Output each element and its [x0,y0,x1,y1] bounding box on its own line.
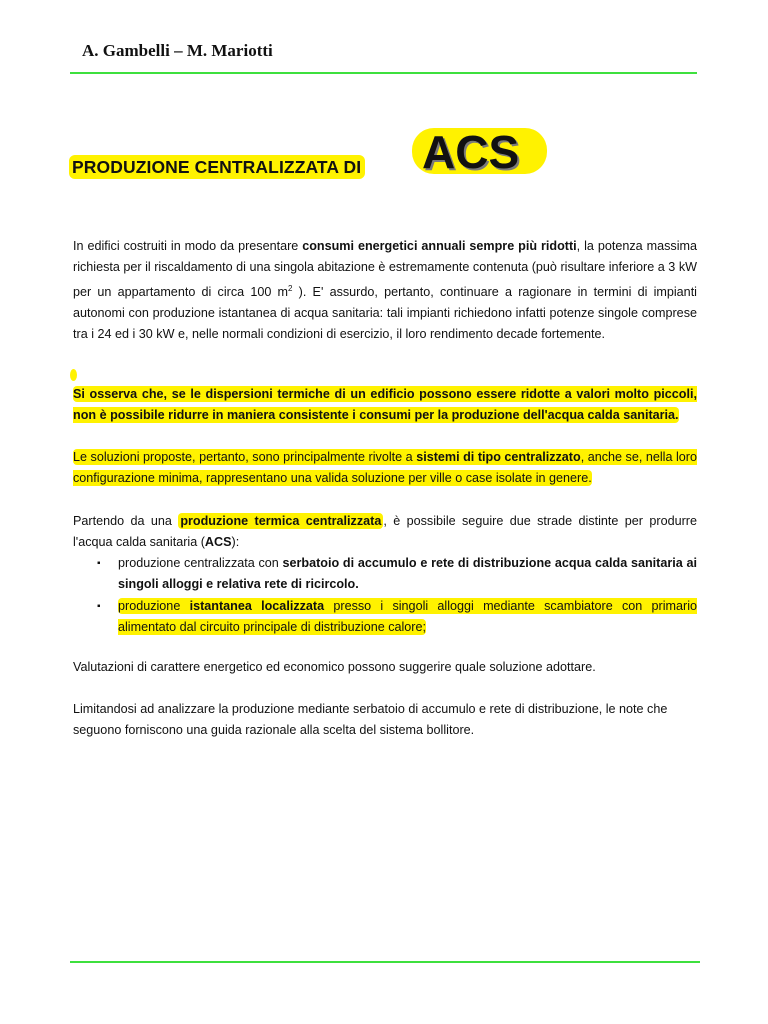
title-main: PRODUZIONE CENTRALIZZATA DI [69,155,365,179]
options-list [73,553,697,639]
paragraph-conclusion: Limitandosi ad analizzare la produzione mediante serbatoio di accumulo e rete di distribuzione, le note che seguono forniscono una guida razionale alla scelta del sistema bollitore. [73,702,668,737]
paragraph-evaluation: Valutazioni di carattere energetico ed economico possono suggerire quale soluzione adottare. [73,660,596,674]
paragraph-intro-text-3: ). E' assurdo, pertanto, continuare a ragionare in termini di impianti autonomi con produzione istantanea di acqua sanitaria: tali impianti richiedono infatti potenze singole comprese tra i 24 ed i 30 kW e, nelle normali condizioni di esercizio, il loro rendimento decade fortemente. [73,285,697,342]
paragraph-solutions-text-1: Le soluzioni proposte, pertanto, sono principalmente rivolte a [73,450,417,464]
paragraph-observation [73,384,697,426]
list-item-text-2: presso i singoli alloggi mediante scambiatore con primario alimentato dal circuito principale di distribuzione calore; [118,599,697,634]
list-item [73,596,697,638]
acs-abbrev: ACS [204,535,232,549]
paragraph-observation-text: Si osserva che, se le dispersioni termiche di un edificio possono essere ridotte a valori molto piccoli, non è possibile ridurre in maniera consistente i consumi per la produzione dell'acqua calda sanitaria. [73,387,697,422]
highlight-dot [70,369,77,381]
list-item-bold: serbatoio di accumulo e rete di distribuzione acqua calda sanitaria ai singoli alloggi e relativa rete di ricircolo. [118,556,697,591]
paragraph-options-text-1: Partendo da una [73,514,179,528]
list-item-text: produzione centralizzata con [118,556,283,570]
paragraph-options-text-2: , è possibile seguire due strade distinte per produrre l'acqua calda sanitaria ( [73,514,697,549]
bullet-marker: ▪ [97,601,101,612]
list-item-bold: istantanea localizzata [189,599,325,613]
paragraph-intro-bold: consumi energetici annuali sempre più ridotti [302,239,577,253]
paragraph-solutions-text-2: , anche se, nella loro configurazione minima, rappresentano una valida soluzione per ville o case isolate in genere. [73,450,697,485]
bullet-marker: ▪ [97,558,101,569]
paragraph-options-bold: produzione termica centralizzata [180,514,382,528]
footer-rule [70,961,700,963]
list-item [73,553,697,595]
paragraph-options [73,511,697,553]
paragraph-intro-text-2: , la potenza massima richiesta per il riscaldamento di una singola abitazione è estremamente contenuta (può risultare inferiore a 3 kW per un appartamento di circa 100 m [73,239,698,300]
paragraph-intro-text-1: In edifici costruiti in modo da presentare [73,239,303,253]
list-item-text: produzione [118,599,190,613]
title-acronym: ACS [412,128,547,174]
paragraph-intro [73,236,697,345]
document-title [69,124,589,184]
paragraph-options-text-3: ): [231,535,240,549]
paragraph-solutions [73,447,697,489]
superscript-two: 2 [288,284,293,293]
header-authors: A. Gambelli – M. Mariotti [82,41,273,60]
header-rule [70,72,697,74]
paragraph-solutions-bold: sistemi di tipo centralizzato [416,450,581,464]
